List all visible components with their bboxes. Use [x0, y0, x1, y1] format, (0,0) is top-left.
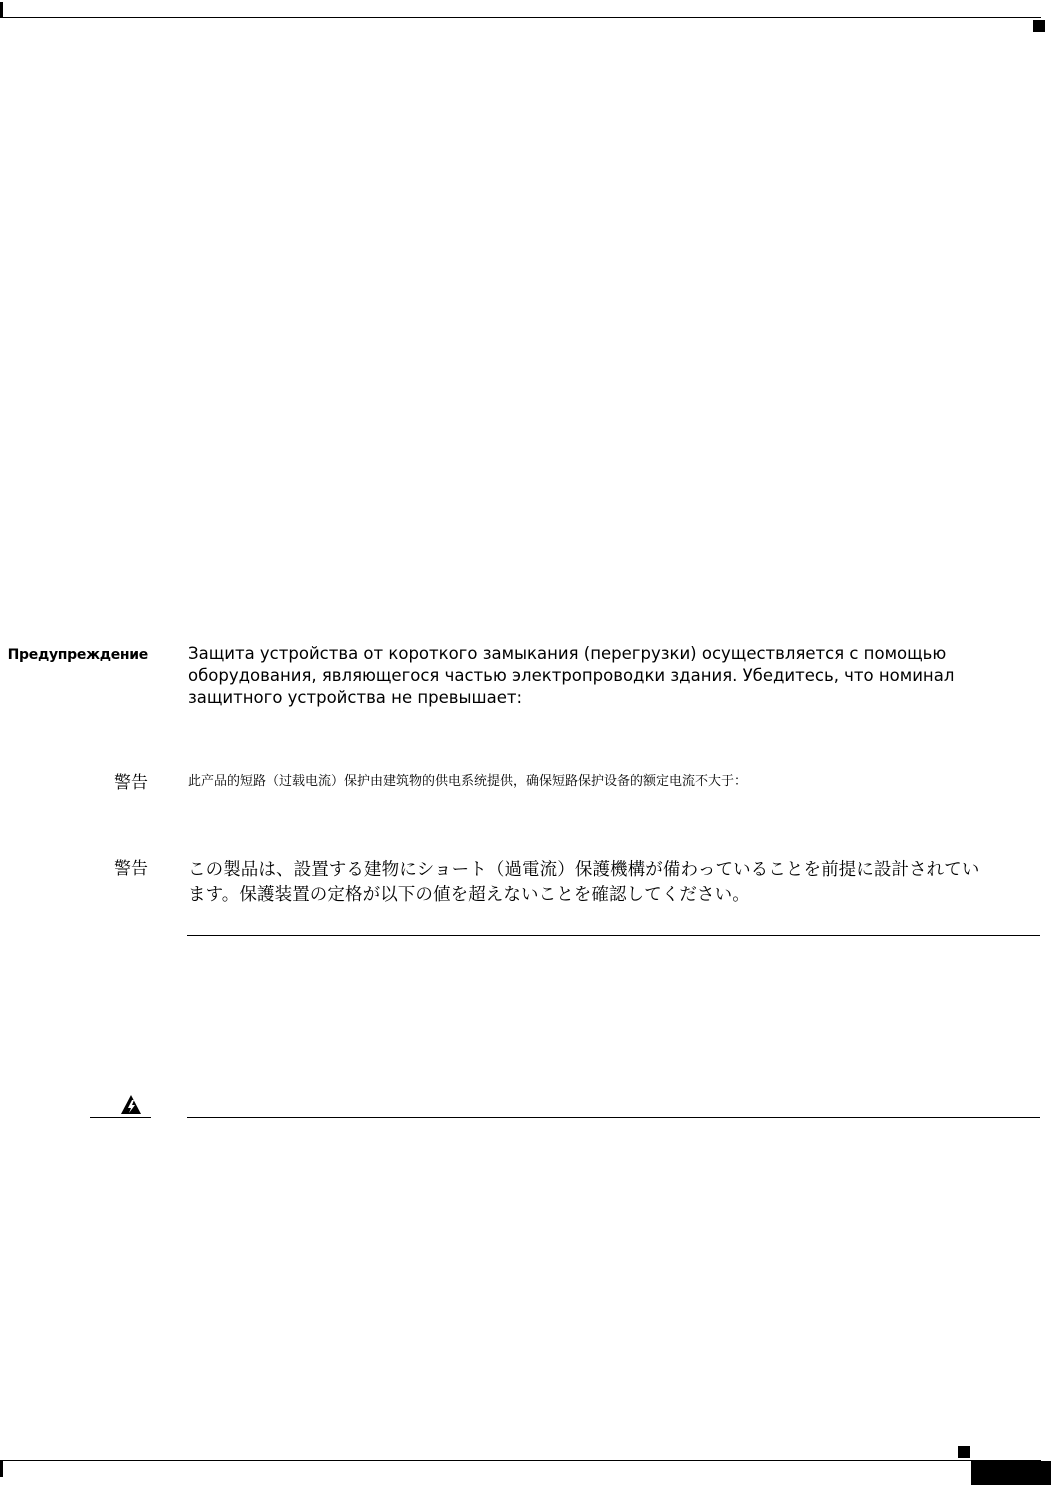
warning-triangle-icon: [120, 1094, 154, 1116]
section-end-rule: [187, 935, 1040, 936]
warning-text-japanese: この製品は、設置する建物にショート（過電流）保護機構が備わっていることを前提に設計されてい ます。保護装置の定格が以下の値を超えないことを確認してください。: [188, 860, 980, 905]
footer-tick-mark: [0, 1461, 3, 1477]
header-rule: [0, 17, 1041, 18]
footer-rule: [0, 1460, 1041, 1461]
footer-square-mark: [958, 1446, 970, 1458]
warning-icon-underline: [90, 1117, 151, 1118]
warning-text-russian: Защита устройства от короткого замыкания (перегрузки) осуществляется с помощью оборудования, являющегося частью электропроводки здания. Убедитесь, что номинал защитного устройства не превышает:: [188, 644, 955, 707]
warning-label-russian: Предупреждение: [7, 647, 148, 663]
warning-label-chinese: 警告: [114, 773, 148, 793]
warning-label-japanese: 警告: [114, 859, 148, 879]
warning-text-chinese: 此产品的短路（过载电流）保护由建筑物的供电系统提供，确保短路保护设备的额定电流不大于：: [188, 774, 748, 789]
warning-start-rule: [187, 1117, 1040, 1118]
header-tick-mark: [0, 2, 3, 18]
footer-page-tab: [971, 1461, 1051, 1485]
header-corner-square: [1033, 20, 1045, 32]
